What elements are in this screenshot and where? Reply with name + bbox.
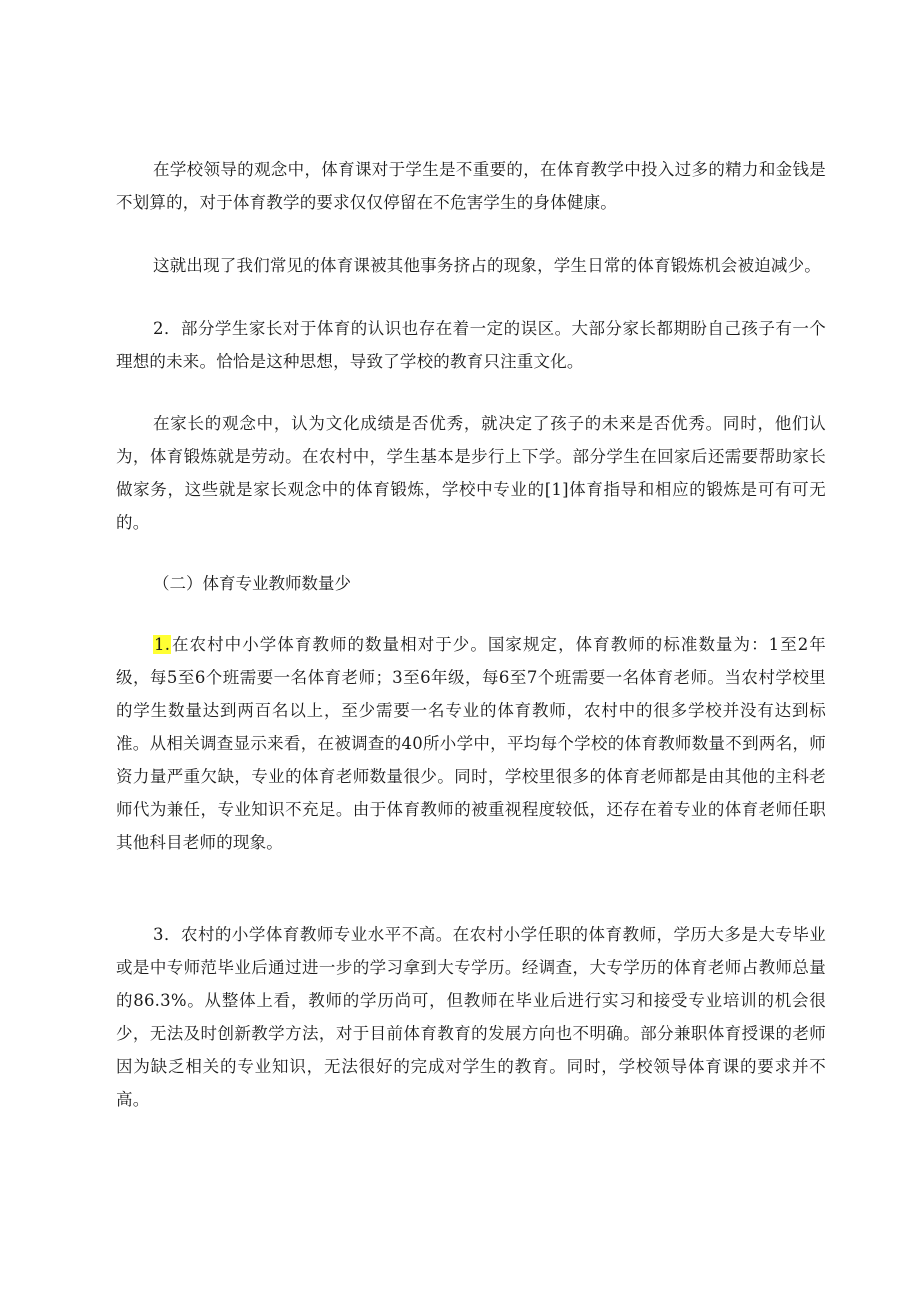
paragraph-teacher-count (116, 628, 826, 859)
paragraph-parents-misconception: 2．部分学生家长对于体育的认识也存在着一定的误区。大部分家长都期盼自己孩子有一个理想的未来。恰恰是这种思想，导致了学校的教育只注重文化。 (116, 319, 826, 371)
paragraph-pe-class-crowded-out: 这就出现了我们常见的体育课被其他事务挤占的现象，学生日常的体育锻炼机会被迫减少。 (153, 256, 821, 275)
section-heading-teacher-shortage: （二）体育专业教师数量少 (153, 574, 351, 593)
paragraph-teacher-qualification: 3．农村的小学体育教师专业水平不高。在农村小学任职的体育教师，学历大多是大专毕业或是中专师范毕业后通过进一步的学习拿到大专学历。经调查，大专学历的体育老师占教师总量的86.3%。从整体上看，教师的学历尚可，但教师在毕业后进行实习和接受专业培训的机会很少，无法及时创新教学方法，对于目前体育教育的发展方向也不明确。部分兼职体育授课的老师因为缺乏相关的专业知识，无法很好的完成对学生的教育。同时，学校领导体育课的要求并不高。 (116, 925, 826, 1109)
paragraph-teacher-count-body: 在农村中小学体育教师的数量相对于少。国家规定，体育教师的标准数量为：1至2年级，每5至6个班需要一名体育老师；3至6年级，每6至7个班需要一名体育老师。当农村学校里的学生数量达到两百名以上，至少需要一名专业的体育教师，农村中的很多学校并没有达到标准。从相关调查显示来看，在被调查的40所小学中，平均每个学校的体育教师数量不到两名，师资力量严重欠缺，专业的体育老师数量很少。同时，学校里很多的体育老师都是由其他的主科老师代为兼任，专业知识不充足。由于体育教师的被重视程度较低，还存在着专业的体育老师任职其他科目老师的现象。 (116, 635, 826, 852)
paragraph-parents-view: 在家长的观念中，认为文化成绩是否优秀，就决定了孩子的未来是否优秀。同时，他们认为，体育锻炼就是劳动。在农村中，学生基本是步行上下学。部分学生在回家后还需要帮助家长做家务，这些就是家长观念中的体育锻炼，学校中专业的[1]体育指导和相应的锻炼是可有可无的。 (116, 414, 826, 532)
paragraph-school-leaders-view: 在学校领导的观念中，体育课对于学生是不重要的，在体育教学中投入过多的精力和金钱是不划算的，对于体育教学的要求仅仅停留在不危害学生的身体健康。 (116, 160, 826, 212)
highlighted-list-marker: 1. (154, 635, 171, 654)
